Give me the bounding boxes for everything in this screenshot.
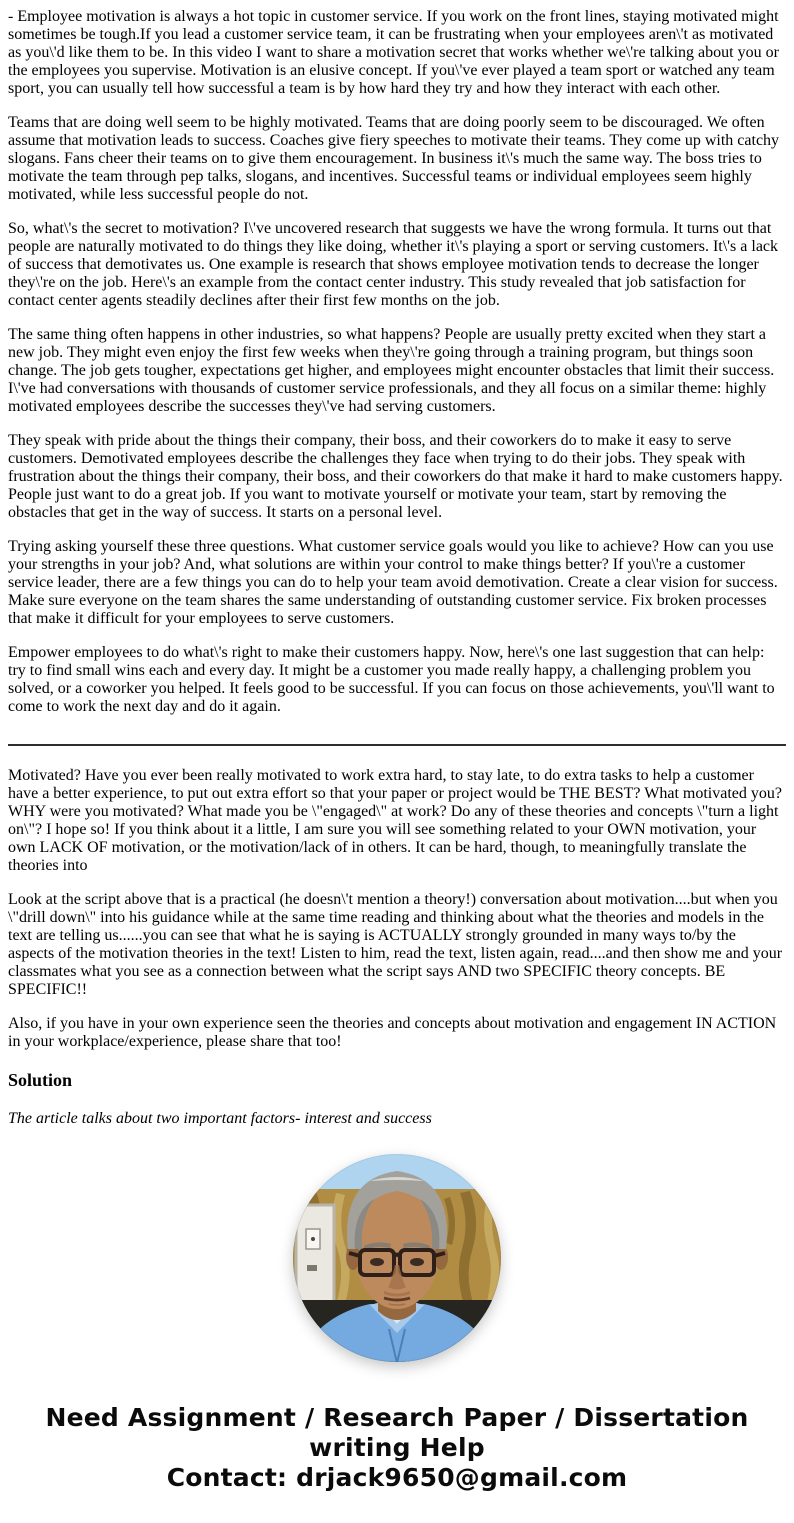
assignment-prompt-section	[8, 767, 786, 1051]
instructor-photo	[292, 1153, 502, 1363]
instructor-avatar	[292, 1153, 502, 1363]
script-paragraph: So, what\'s the secret to motivation? I\'ve uncovered research that suggests we have the wrong formula. It turns out that people are naturally motivated to do things they like doing, whether it\'s playing a sport or serving customers. It\'s a lack of success that demotivates us. One example is research that shows employee motivation tends to decrease the longer they\'re on the job. Here\'s an example from the contact center industry. This study revealed that job satisfaction for contact center agents steadily declines after their first few months on the job.	[8, 220, 779, 309]
script-paragraph: The same thing often happens in other industries, so what happens? People are usually pretty excited when they start a new job. They might even enjoy the first few weeks when they\'re going through a training program, but things soon change. The job gets tougher, expectations get higher, and employees might encounter obstacles that limit their success. I\'ve had conversations with thousands of customer service professionals, and they all focus on a similar theme: highly motivated employees describe the successes they\'ve had serving customers.	[8, 326, 775, 415]
script-paragraph: Trying asking yourself these three questions. What customer service goals would you like to achieve? How can you use your strengths in your job? And, what solutions are within your control to make things better? If you\'re a customer service leader, there are a few things you can do to help your team avoid demotivation. Create a clear vision for success. Make sure everyone on the team shares the same understanding of outstanding customer service. Fix broken processes that make it difficult for your employees to serve customers.	[8, 538, 778, 627]
section-divider	[8, 744, 786, 746]
promo-footer-contact: Contact: drjack9650@gmail.com	[166, 1463, 628, 1492]
photo-door	[296, 1205, 334, 1311]
script-paragraph: They speak with pride about the things their company, their boss, and their coworkers do to make it easy to serve customers. Demotivated employees describe the challenges they face when trying to do their jobs. They speak with frustration about the things their company, their boss, and their coworkers do that make it hard to make customers happy. People just want to do a great job. If you want to motivate yourself or motivate your team, start by removing the obstacles that get in the way of success. It starts on a personal level.	[8, 432, 783, 521]
script-paragraph: Teams that are doing well seem to be highly motivated. Teams that are doing poorly seem to be discouraged. We often assume that motivation leads to success. Coaches give fiery speeches to motivate their teams. They come up with catchy slogans. Fans cheer their teams on to give them encouragement. In business it\'s much the same way. The boss tries to motivate the team through pep talks, slogans, and incentives. Successful teams or individual employees seem highly motivated, while less successful people do not.	[8, 114, 780, 203]
prompt-paragraph: Motivated? Have you ever been really motivated to work extra hard, to stay late, to do extra tasks to help a customer have a better experience, to put out extra effort so that your paper or project would be THE BEST? What motivated you? WHY were you motivated? What made you be \"engaged\" at work? Do any of these theories and concepts \"turn a light on\"? I hope so! If you think about it a little, I am sure you will see something related to your OWN motivation, your own LACK OF motivation, or the motivation/lack of in others. It can be hard, though, to meaningfully translate the theories into	[8, 767, 782, 874]
article-page	[8, 8, 786, 1515]
script-section	[8, 8, 786, 716]
promo-footer-line: Need Assignment / Research Paper / Dissertation writing Help	[45, 1403, 749, 1462]
script-paragraph: - Employee motivation is always a hot topic in customer service. If you work on the front lines, staying motivated might sometimes be tough.If you lead a customer service team, it can be frustrating when your employees aren\'t as motivated as you\'d like them to be. In this video I want to share a motivation secret that works whether we\'re talking about you or the employees you supervise. Motivation is an elusive concept. If you\'ve ever played a team sport or watched any team sport, you can usually tell how successful a team is by how hard they try and how they interact with each other.	[8, 8, 779, 97]
prompt-paragraph: Also, if you have in your own experience seen the theories and concepts about motivation and engagement IN ACTION in your workplace/experience, please share that too!	[8, 1015, 777, 1050]
script-paragraph: Empower employees to do what\'s right to make their customers happy. Now, here\'s one last suggestion that can help: try to find small wins each and every day. It might be a customer you made really happy, a challenging problem you solved, or a coworker you helped. It feels good to be successful. If you can focus on those achievements, you\'ll want to come to work the next day and do it again.	[8, 644, 775, 715]
prompt-paragraph: Look at the script above that is a practical (he doesn\'t mention a theory!) conversation about motivation....but when you \"drill down\" into his guidance while at the same time reading and thinking about what the theories and models in the text are telling us......you can see that what he is saying is ACTUALLY strongly grounded in many ways to/by the aspects of the motivation theories in the text! Listen to him, read the text, listen again, read....and then show me and your classmates what you see as a connection between what the script says AND two SPECIFIC theory concepts. BE SPECIFIC!!	[8, 891, 783, 998]
solution-heading: Solution	[8, 1070, 73, 1090]
solution-intro: The article talks about two important factors- interest and success	[8, 1110, 432, 1126]
promo-footer	[22, 1403, 772, 1493]
